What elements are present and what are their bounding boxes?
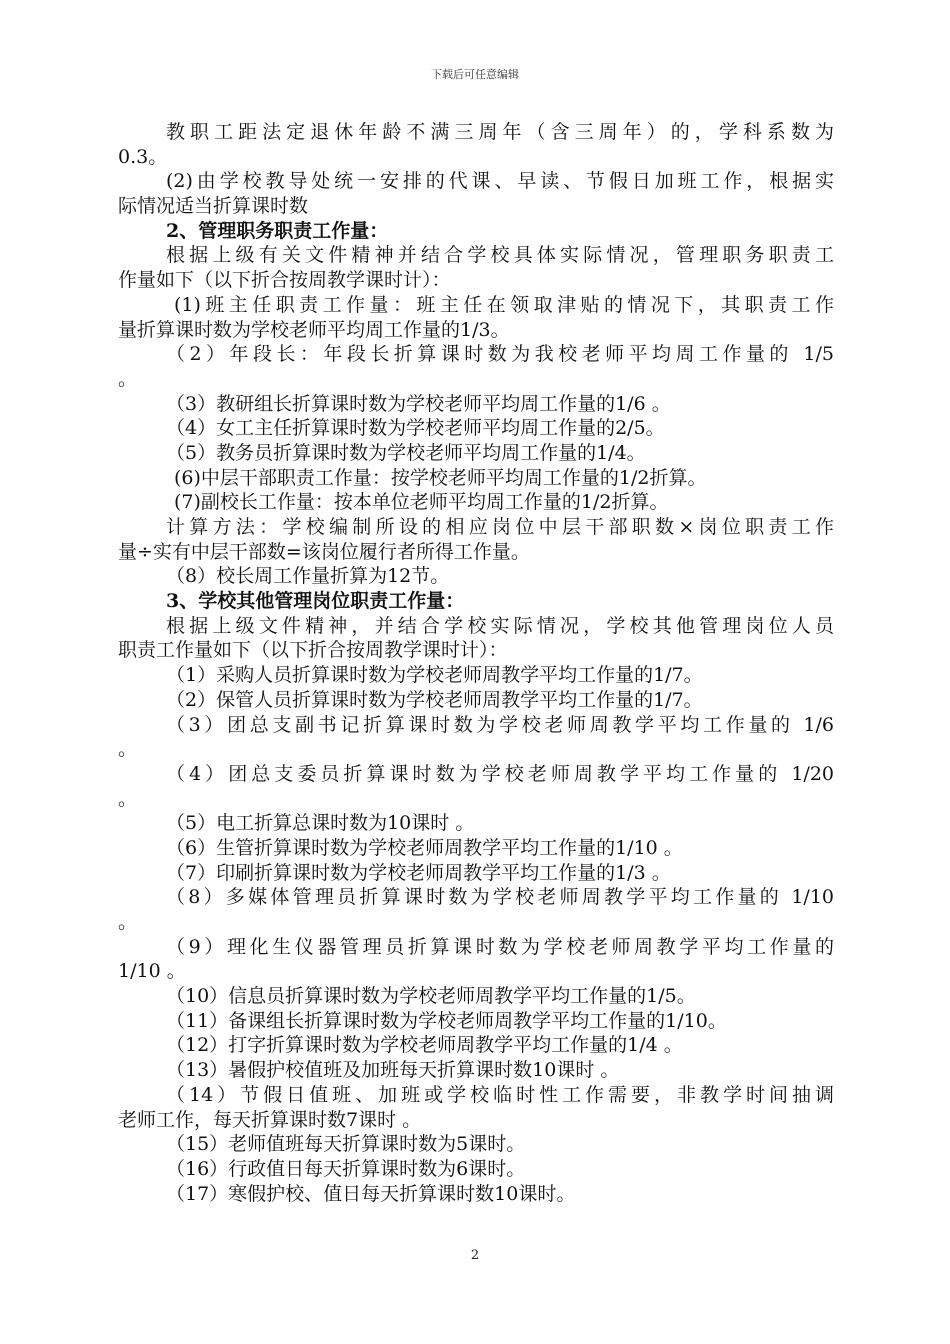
text-line: 职责工作量如下（以下折合按周教学课时计）： bbox=[118, 639, 508, 662]
text-line: (2)由学校教导处统一安排的代课、早读、节假日加班工作，根据实 bbox=[166, 170, 834, 193]
text-line: 0.3。 bbox=[118, 145, 168, 168]
text-line: （4）女工主任折算课时数为学校老师平均周工作量的2/5。 bbox=[166, 417, 665, 440]
text-line: 3、学校其他管理岗位职责工作量： bbox=[166, 590, 465, 613]
text-line: （1）采购人员折算课时数为学校老师周教学平均工作量的1/7。 bbox=[166, 664, 703, 687]
document-body bbox=[118, 120, 834, 1206]
text-line: （2）年段长：年段长折算课时数为我校老师平均周工作量的 1/5 bbox=[166, 343, 834, 366]
text-line: （17）寒假护校、值日每天折算课时数10课时。 bbox=[166, 1182, 576, 1205]
text-line: （16）行政值日每天折算课时数为6课时。 bbox=[166, 1157, 526, 1180]
text-line: 际情况适当折算课时数 bbox=[118, 195, 309, 218]
text-line: （8）多媒体管理员折算课时数为学校老师周教学平均工作量的 1/10 bbox=[166, 886, 834, 909]
text-line: 。 bbox=[118, 911, 138, 933]
text-line: （10）信息员折算课时数为学校老师周教学平均工作量的1/5。 bbox=[166, 985, 696, 1008]
text-line: 计算方法：学校编制所设的相应岗位中层干部职数×岗位职责工作 bbox=[166, 516, 834, 538]
text-line: 。 bbox=[118, 787, 138, 810]
text-line: （9）理化生仪器管理员折算课时数为学校老师周教学平均工作量的 bbox=[166, 935, 834, 958]
text-line: (7)副校长工作量：按本单位老师平均周工作量的1/2折算。 bbox=[174, 491, 669, 514]
text-line: 教职工距法定退休年龄不满三周年（含三周年）的，学科系数为 bbox=[166, 121, 834, 143]
text-line: （13）暑假护校值班及加班每天折算课时数10课时 。 bbox=[166, 1059, 620, 1082]
text-line: 量折算课时数为学校老师平均周工作量的1/3。 bbox=[118, 318, 510, 341]
text-line: 根据上级文件精神，并结合学校实际情况，学校其他管理岗位人员 bbox=[166, 614, 834, 637]
text-line: （7）印刷折算课时数为学校老师周教学平均工作量的1/3 。 bbox=[166, 861, 671, 884]
text-line: （4）团总支委员折算课时数为学校老师周教学平均工作量的 1/20 bbox=[166, 762, 834, 785]
text-line: 老师工作，每天折算课时数7课时 。 bbox=[118, 1108, 422, 1131]
text-line: （5）电工折算总课时数为10课时 。 bbox=[166, 812, 475, 835]
text-line: 根据上级有关文件精神并结合学校具体实际情况，管理职务职责工 bbox=[166, 244, 834, 267]
text-line: 2、管理职务职责工作量： bbox=[166, 219, 389, 242]
text-line: （14）节假日值班、加班或学校临时性工作需要，非教学时间抽调 bbox=[166, 1083, 834, 1106]
text-line: 作量如下（以下折合按周教学课时计）： bbox=[118, 269, 451, 292]
text-line: （5）教务员折算课时数为学校老师平均周工作量的1/4。 bbox=[166, 441, 646, 464]
text-line: (1)班主任职责工作量：班主任在领取津贴的情况下，其职责工作 bbox=[174, 293, 834, 316]
text-line: (6)中层干部职责工作量：按学校老师平均周工作量的1/2折算。 bbox=[174, 466, 707, 489]
text-line: （8）校长周工作量折算为12节。 bbox=[166, 565, 450, 588]
text-line: 1/10 。 bbox=[118, 960, 186, 983]
text-line: 。 bbox=[118, 367, 138, 390]
page-number: 2 bbox=[470, 1248, 480, 1263]
text-line: （2）保管人员折算课时数为学校老师周教学平均工作量的1/7。 bbox=[166, 688, 703, 711]
text-line: 。 bbox=[118, 738, 138, 761]
text-line: （3）教研组长折算课时数为学校老师平均周工作量的1/6 。 bbox=[166, 392, 671, 415]
text-line: （11）备课组长折算课时数为学校老师周教学平均工作量的1/10。 bbox=[166, 1009, 727, 1032]
text-line: （12）打字折算课时数为学校老师周教学平均工作量的1/4 。 bbox=[166, 1034, 683, 1057]
text-line: （15）老师值班每天折算课时数为5课时。 bbox=[166, 1133, 526, 1156]
page-header: 下载后可任意编辑 bbox=[431, 68, 519, 81]
text-line: 量÷实有中层干部数=该岗位履行者所得工作量。 bbox=[118, 540, 530, 563]
text-line: （6）生管折算课时数为学校老师周教学平均工作量的1/10 。 bbox=[166, 836, 683, 859]
text-line: （3）团总支副书记折算课时数为学校老师周教学平均工作量的 1/6 bbox=[166, 713, 834, 736]
